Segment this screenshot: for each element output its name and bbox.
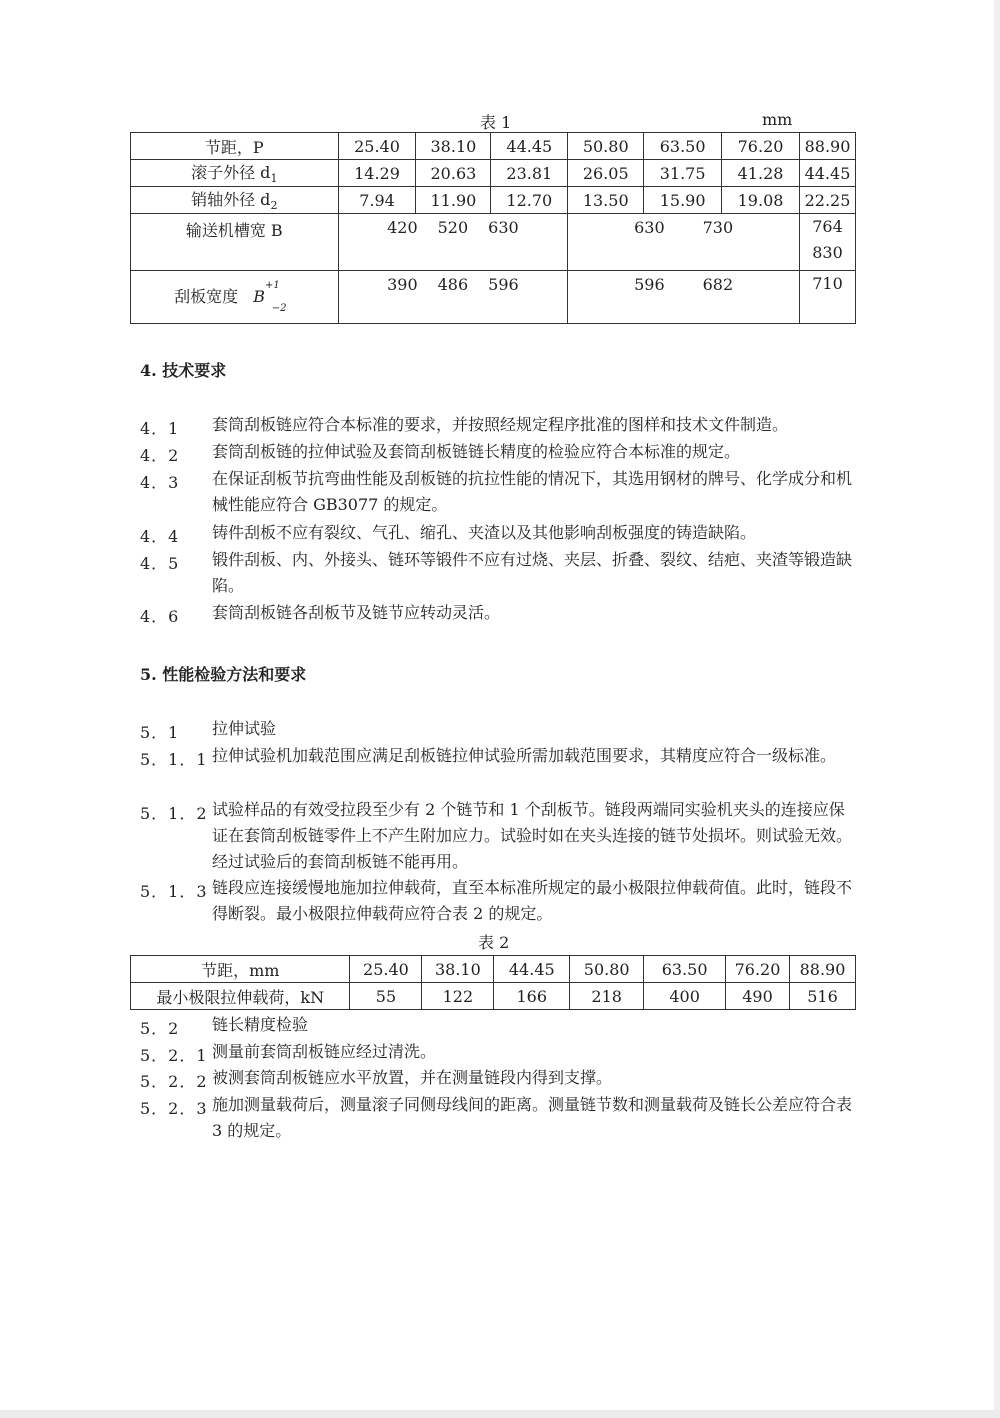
item-number: 5．1．2	[140, 804, 208, 823]
cell: 7.94	[338, 187, 416, 214]
section5-heading: 5. 性能检验方法和要求	[140, 665, 307, 684]
cell: 88.90	[789, 956, 855, 983]
row-label	[131, 271, 339, 324]
group-cell	[568, 214, 800, 271]
table1-row-width	[131, 214, 856, 271]
row-label	[131, 187, 339, 214]
label-text: 销轴外径 d	[191, 190, 271, 210]
item-text: 施加测量载荷后，测量滚子同侧母线间的距离。测量链节数和测量载荷及链长公差应符合表 3 的规定。	[212, 1095, 853, 1140]
cell: 50.80	[568, 133, 644, 160]
item-text: 套筒刮板链各刮板节及链节应转动灵活。	[212, 603, 501, 622]
table1-row-scraper	[131, 271, 856, 324]
symbol-sub: −2	[271, 302, 287, 314]
cell: 122	[422, 983, 494, 1010]
cell: 400	[644, 983, 726, 1010]
item-text: 测量前套筒刮板链应经过清洗。	[212, 1042, 437, 1061]
item-number: 4．4	[140, 527, 180, 546]
cell: 31.75	[644, 160, 722, 187]
row-label: 节距，mm	[131, 956, 350, 983]
item-number: 5．1．3	[140, 882, 208, 901]
page-edge-shadow	[994, 0, 1000, 1418]
cell: 490	[726, 983, 790, 1010]
cell-value: 730	[702, 218, 734, 237]
cell: 26.05	[568, 160, 644, 187]
cell: 22.25	[799, 187, 855, 214]
cell: 76.20	[722, 133, 800, 160]
cell: 218	[570, 983, 644, 1010]
page-bottom-shadow	[0, 1410, 1000, 1418]
cell: 516	[789, 983, 855, 1010]
label-sub: 2	[270, 199, 278, 213]
cell: 38.10	[416, 133, 491, 160]
section4-heading: 4. 技术要求	[140, 361, 227, 380]
table2-caption: 表 2	[478, 933, 510, 952]
cell: 76.20	[726, 956, 790, 983]
item-text: 被测套筒刮板链应水平放置，并在测量链段内得到支撑。	[212, 1068, 613, 1087]
tolerance-symbol	[253, 280, 294, 314]
cell-value: 596	[488, 275, 519, 294]
symbol-text: B	[253, 287, 265, 307]
cell-value: 420	[387, 218, 418, 237]
row-label: 最小极限拉伸载荷，kN	[131, 983, 350, 1010]
table2	[130, 955, 856, 1010]
item-number: 4．6	[140, 607, 180, 626]
label-sub: 1	[270, 172, 278, 186]
row-label: 节距，P	[131, 133, 339, 160]
cell: 15.90	[644, 187, 722, 214]
group-cell	[338, 214, 568, 271]
table2-row-load	[131, 983, 856, 1010]
cell-value: 520	[437, 218, 469, 237]
item-number: 4．3	[140, 473, 180, 492]
item-text: 拉伸试验	[212, 719, 277, 738]
cell: 14.29	[338, 160, 416, 187]
table1-caption: 表 1	[480, 113, 512, 132]
cell-value: 630	[488, 218, 519, 237]
cell-value: 390	[387, 275, 418, 294]
cell: 23.81	[491, 160, 568, 187]
item-text: 套筒刮板链的拉伸试验及套筒刮板链链长精度的检验应符合本标准的规定。	[212, 442, 741, 461]
cell: 44.45	[491, 133, 568, 160]
cell-value: 486	[437, 275, 469, 294]
item-text: 链段应连接缓慢地施加拉伸载荷，直至本标准所规定的最小极限拉伸载荷值。此时，链段不得断裂。最小极限拉伸载荷应符合表 2 的规定。	[212, 878, 853, 923]
cell: 63.50	[644, 956, 726, 983]
cell-value: 710	[812, 274, 843, 293]
item-number: 5．1	[140, 723, 180, 742]
cell: 13.50	[568, 187, 644, 214]
row-label	[131, 160, 339, 187]
group-cell	[799, 214, 855, 271]
cell: 11.90	[416, 187, 491, 214]
cell-value: 682	[702, 275, 734, 294]
cell: 44.45	[799, 160, 855, 187]
item-number: 5．2	[140, 1019, 180, 1038]
row-label: 输送机槽宽 B	[131, 214, 339, 271]
item-text: 铸件刮板不应有裂纹、气孔、缩孔、夹渣以及其他影响刮板强度的铸造缺陷。	[212, 523, 757, 542]
cell: 12.70	[491, 187, 568, 214]
table1-unit: mm	[762, 110, 793, 129]
cell: 55	[350, 983, 422, 1010]
group-cell	[338, 271, 568, 324]
cell: 41.28	[722, 160, 800, 187]
cell: 44.45	[494, 956, 570, 983]
cell: 88.90	[799, 133, 855, 160]
cell-value: 830	[812, 243, 843, 262]
item-number: 5．2．1	[140, 1046, 208, 1065]
table1-row-pin	[131, 187, 856, 214]
item-number: 4．1	[140, 419, 180, 438]
item-text: 套筒刮板链应符合本标准的要求，并按照经规定程序批准的图样和技术文件制造。	[212, 415, 789, 434]
item-text: 链长精度检验	[212, 1015, 309, 1034]
cell: 50.80	[570, 956, 644, 983]
cell-value: 596	[634, 275, 665, 294]
label-text: 滚子外径 d	[191, 163, 271, 183]
symbol-sup: +1	[264, 280, 280, 292]
item-number: 4．5	[140, 554, 180, 573]
item-number: 5．1．1	[140, 750, 208, 769]
cell: 25.40	[338, 133, 416, 160]
table1	[130, 132, 856, 324]
cell: 19.08	[722, 187, 800, 214]
cell: 166	[494, 983, 570, 1010]
group-cell	[568, 271, 800, 324]
item-text: 试验样品的有效受拉段至少有 2 个链节和 1 个刮板节。链段两端同实验机夹头的连接应保证在套筒刮板链零件上不产生附加应力。试验时如在夹头连接的链节处损坏。则试验无效。经过试验后的套筒刮板链不能再用。	[212, 800, 853, 871]
table1-row-roller	[131, 160, 856, 187]
cell-value: 764	[812, 217, 843, 236]
item-text: 在保证刮板节抗弯曲性能及刮板链的抗拉性能的情况下，其选用钢材的牌号、化学成分和机械性能应符合 GB3077 的规定。	[212, 469, 853, 514]
table1-row-pitch	[131, 133, 856, 160]
item-number: 5．2．3	[140, 1099, 208, 1118]
cell: 20.63	[416, 160, 491, 187]
cell: 63.50	[644, 133, 722, 160]
table2-row-pitch	[131, 956, 856, 983]
group-cell	[799, 271, 855, 324]
item-text: 锻件刮板、内、外接头、链环等锻件不应有过烧、夹层、折叠、裂纹、结疤、夹渣等锻造缺陷。	[212, 550, 853, 595]
item-number: 5．2．2	[140, 1072, 208, 1091]
cell: 38.10	[422, 956, 494, 983]
cell: 25.40	[350, 956, 422, 983]
item-number: 4．2	[140, 446, 180, 465]
cell-value: 630	[634, 218, 665, 237]
label-text: 刮板宽度	[174, 287, 239, 307]
item-text: 拉伸试验机加载范围应满足刮板链拉伸试验所需加载范围要求，其精度应符合一级标准。	[212, 746, 837, 765]
